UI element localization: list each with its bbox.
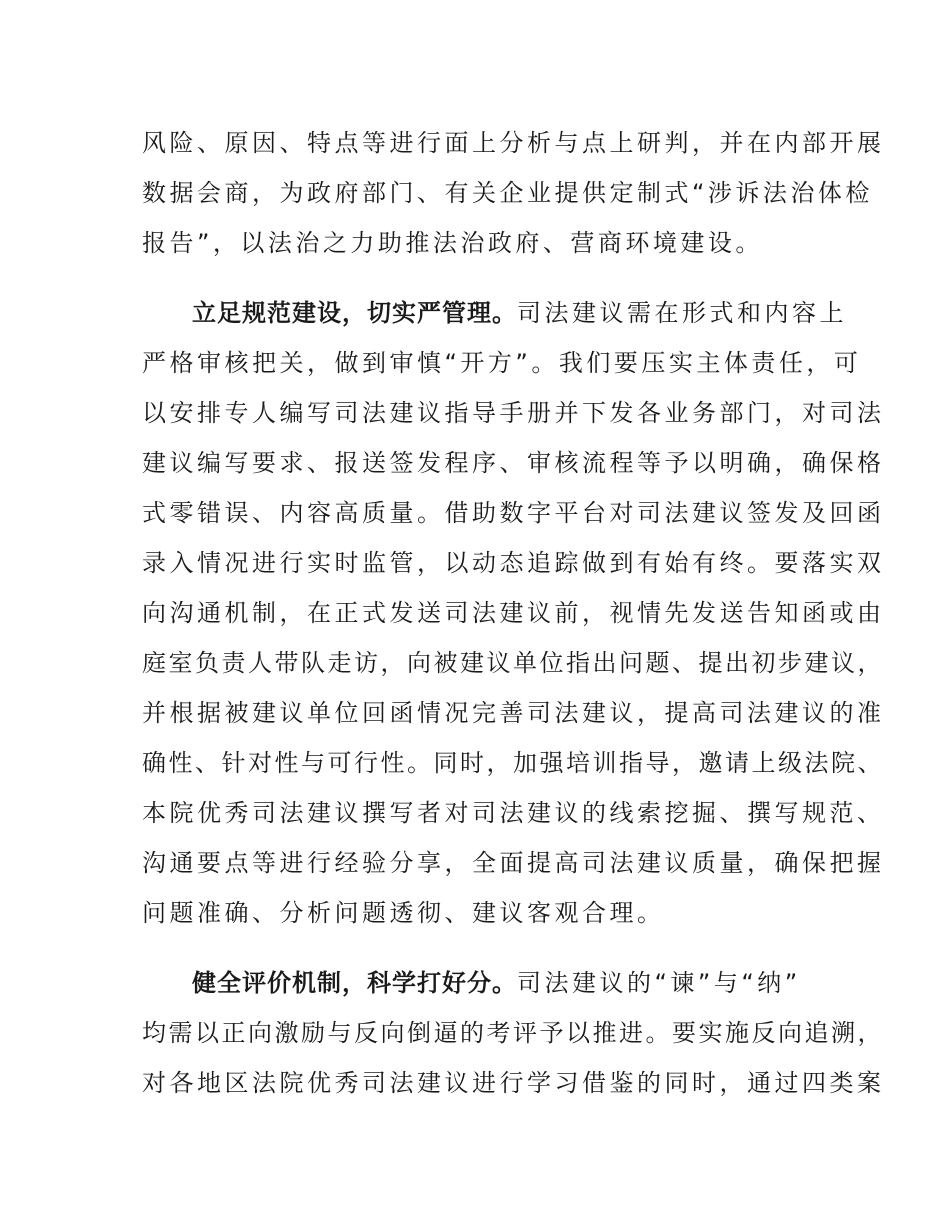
text-line-rest: 司法建议的“谏”与“纳” <box>517 969 801 997</box>
text-line: 报告”，以法治之力助推法治政府、营商环境建设。 <box>142 229 763 257</box>
text-line-rest: 司法建议需在形式和内容上 <box>517 299 847 327</box>
text-line: 均需以正向激励与反向倒逼的考评予以推进。要实施反向追溯， <box>142 1019 884 1047</box>
text-line <box>142 288 847 338</box>
text-line: 问题准确、分析问题透彻、建议客观合理。 <box>142 899 665 927</box>
text-line <box>142 958 832 1008</box>
text-line: 建议编写要求、报送签发程序、审核流程等予以明确，确保格 <box>142 449 885 477</box>
text-line: 向沟通机制，在正式发送司法建议前，视情先发送告知函或由 <box>142 599 885 627</box>
paragraph-lead-heading: 立足规范建设，切实严管理。 <box>192 299 517 327</box>
paragraph-1 <box>142 118 885 268</box>
paragraph-3 <box>142 958 885 1108</box>
text-line: 并根据被建议单位回函情况完善司法建议，提高司法建议的准 <box>142 699 885 727</box>
text-line: 严格审核把关，做到审慎“开方”。我们要压实主体责任，可 <box>142 349 862 377</box>
text-line: 本院优秀司法建议撰写者对司法建议的线索挖掘、撰写规范、 <box>142 799 885 827</box>
paragraph-lead-heading: 健全评价机制，科学打好分。 <box>192 969 517 997</box>
text-line: 风险、原因、特点等进行面上分析与点上研判，并在内部开展 <box>142 129 885 157</box>
document-body <box>142 118 885 1108</box>
text-line: 录入情况进行实时监管，以动态追踪做到有始有终。要落实双 <box>142 549 885 577</box>
text-line: 确性、针对性与可行性。同时，加强培训指导，邀请上级法院、 <box>142 749 884 777</box>
text-line: 以安排专人编写司法建议指导手册并下发各业务部门，对司法 <box>142 399 885 427</box>
text-line: 沟通要点等进行经验分享，全面提高司法建议质量，确保把握 <box>142 849 885 877</box>
text-line: 对各地区法院优秀司法建议进行学习借鉴的同时，通过四类案 <box>142 1069 885 1097</box>
paragraph-2 <box>142 288 885 938</box>
text-line: 式零错误、内容高质量。借助数字平台对司法建议签发及回函 <box>142 499 885 527</box>
text-line: 数据会商，为政府部门、有关企业提供定制式“涉诉法治体检 <box>142 179 873 207</box>
text-line: 庭室负责人带队走访，向被建议单位指出问题、提出初步建议， <box>142 649 884 677</box>
